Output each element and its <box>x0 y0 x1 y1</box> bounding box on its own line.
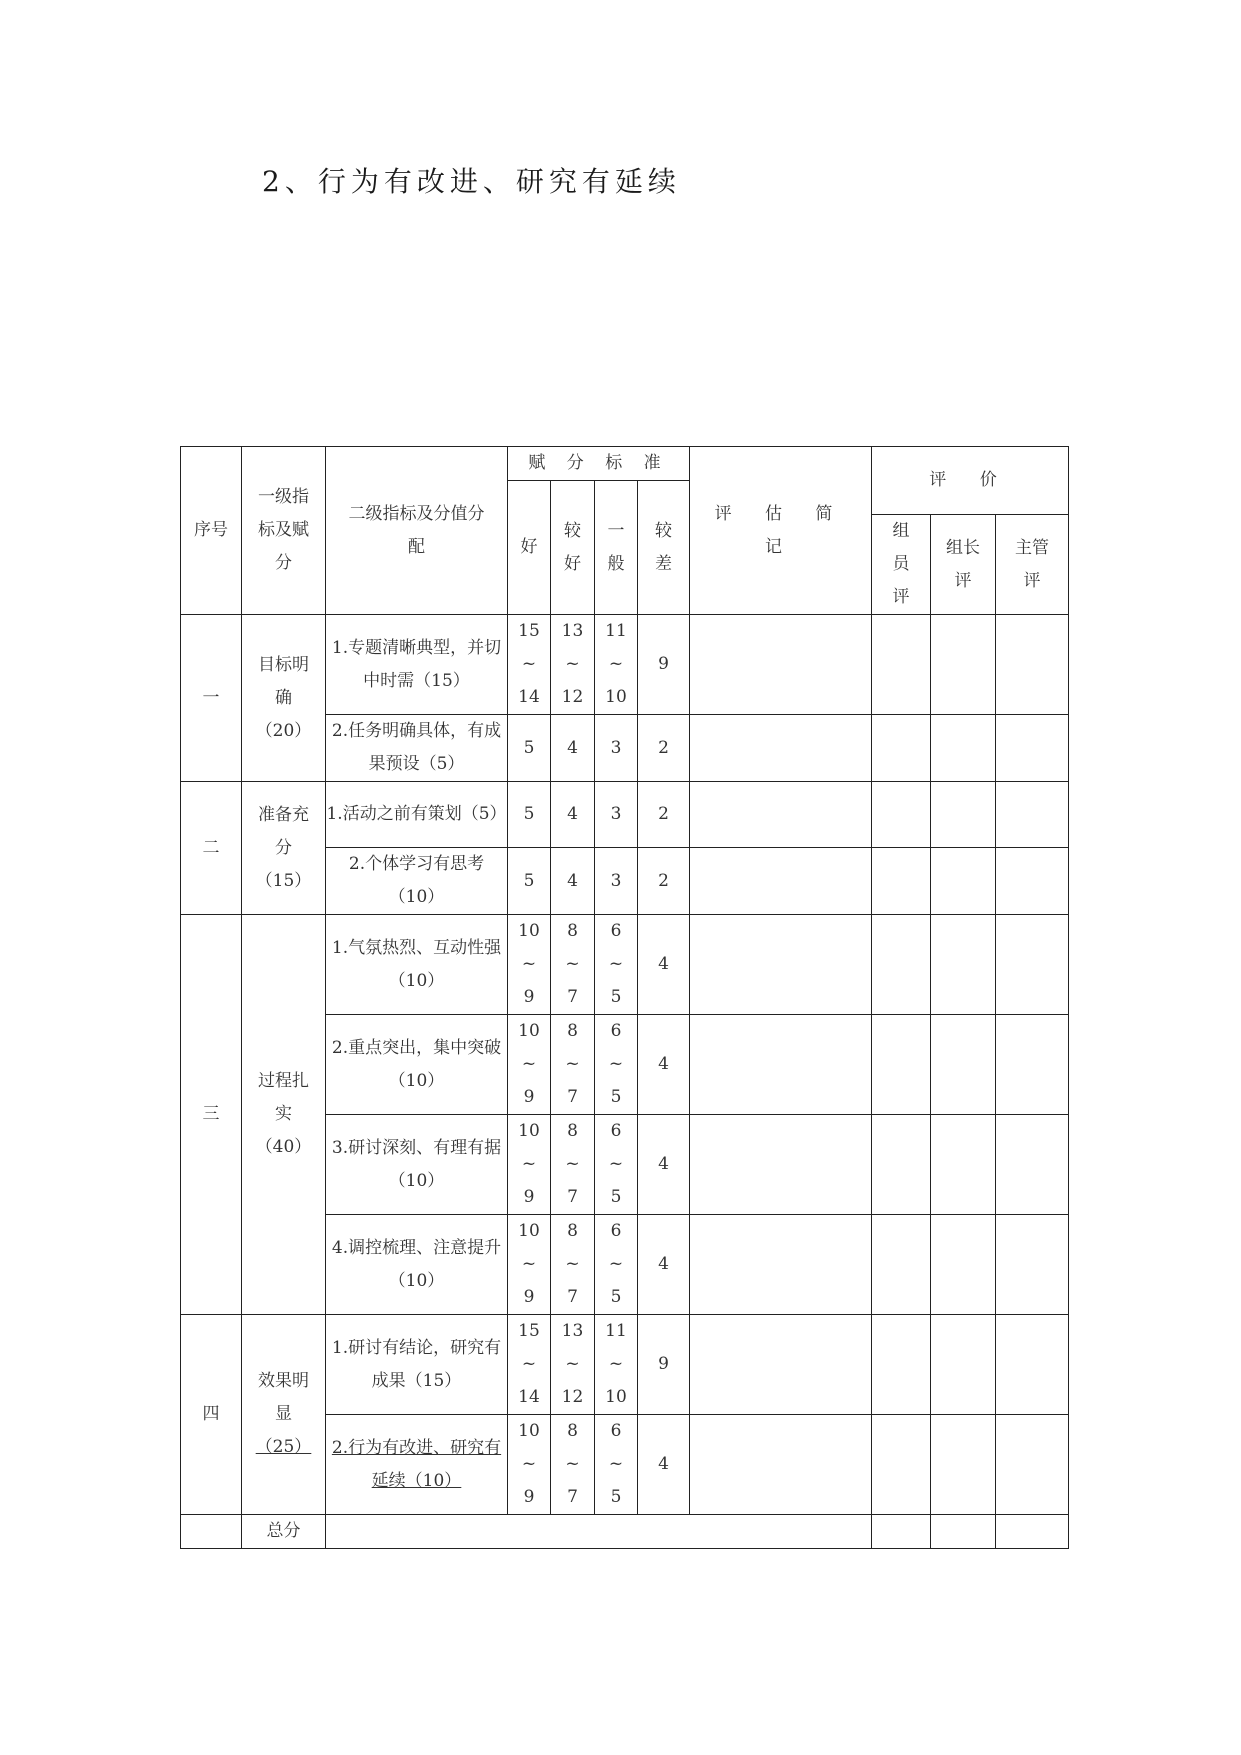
score-good: 5 <box>508 715 551 782</box>
table-row <box>181 782 1069 848</box>
section-seq: 一 <box>181 615 242 782</box>
section-title: 目标明确（20） <box>242 615 326 782</box>
leader-score-cell <box>931 1115 996 1215</box>
member-score-cell <box>872 1015 931 1115</box>
header-member: 组员评 <box>872 515 931 615</box>
section-seq: 二 <box>181 782 242 915</box>
score-good: 5 <box>508 848 551 915</box>
score-fairly-good: 8~7 <box>551 1415 595 1515</box>
score-poor: 9 <box>638 615 690 715</box>
supervisor-score-cell <box>996 1015 1069 1115</box>
supervisor-score-cell <box>996 848 1069 915</box>
item-text: 1.专题清晰典型，并切中时需（15） <box>326 615 508 715</box>
score-fairly-good: 8~7 <box>551 915 595 1015</box>
header-seq: 序号 <box>181 447 242 615</box>
item-text: 3.研讨深刻、有理有据（10） <box>326 1115 508 1215</box>
score-good: 10~9 <box>508 1215 551 1315</box>
score-average: 11~10 <box>595 615 638 715</box>
notes-cell <box>690 615 872 715</box>
header-leader: 组长评 <box>931 515 996 615</box>
section-seq: 四 <box>181 1315 242 1515</box>
notes-cell <box>690 1115 872 1215</box>
score-good: 10~9 <box>508 1415 551 1515</box>
leader-score-cell <box>931 1015 996 1115</box>
leader-score-cell <box>931 848 996 915</box>
score-fairly-good: 13~12 <box>551 615 595 715</box>
score-good: 15~14 <box>508 1315 551 1415</box>
score-poor: 2 <box>638 715 690 782</box>
score-poor: 4 <box>638 1415 690 1515</box>
notes-cell <box>690 1415 872 1515</box>
leader-score-cell <box>931 615 996 715</box>
item-text: 1.气氛热烈、互动性强（10） <box>326 915 508 1015</box>
total-label: 总分 <box>242 1515 326 1549</box>
member-score-cell <box>872 1415 931 1515</box>
score-average: 6~5 <box>595 1115 638 1215</box>
member-score-cell <box>872 1215 931 1315</box>
member-score-cell <box>872 782 931 848</box>
member-score-cell <box>872 715 931 782</box>
header-standard: 赋 分 标 准 <box>508 447 690 481</box>
score-fairly-good: 4 <box>551 848 595 915</box>
leader-score-cell <box>931 782 996 848</box>
supervisor-score-cell <box>996 915 1069 1015</box>
total-leader-cell <box>931 1515 996 1549</box>
header-level1: 一级指标及赋分 <box>242 447 326 615</box>
score-average: 3 <box>595 782 638 848</box>
supervisor-score-cell <box>996 1215 1069 1315</box>
item-text: 4.调控梳理、注意提升（10） <box>326 1215 508 1315</box>
item-text: 2.个体学习有思考（10） <box>326 848 508 915</box>
page-heading: 2、行为有改进、研究有延续 <box>262 165 681 198</box>
total-value-cell <box>326 1515 872 1549</box>
notes-cell <box>690 1215 872 1315</box>
notes-cell <box>690 715 872 782</box>
item-text: 1.研讨有结论，研究有成果（15） <box>326 1315 508 1415</box>
header-average: 一般 <box>595 481 638 615</box>
header-good: 好 <box>508 481 551 615</box>
score-poor: 2 <box>638 848 690 915</box>
item-text: 2.重点突出，集中突破（10） <box>326 1015 508 1115</box>
score-fairly-good: 8~7 <box>551 1215 595 1315</box>
score-average: 3 <box>595 848 638 915</box>
score-fairly-good: 13~12 <box>551 1315 595 1415</box>
item-text: 2.任务明确具体，有成果预设（5） <box>326 715 508 782</box>
score-poor: 9 <box>638 1315 690 1415</box>
supervisor-score-cell <box>996 615 1069 715</box>
header-evaluation: 评 价 <box>872 447 1069 515</box>
score-average: 6~5 <box>595 915 638 1015</box>
supervisor-score-cell <box>996 1415 1069 1515</box>
score-poor: 2 <box>638 782 690 848</box>
header-level2: 二级指标及分值分配 <box>326 447 508 615</box>
table-row <box>181 1315 1069 1415</box>
total-supervisor-cell <box>996 1515 1069 1549</box>
score-average: 6~5 <box>595 1215 638 1315</box>
member-score-cell <box>872 915 931 1015</box>
member-score-cell <box>872 1115 931 1215</box>
leader-score-cell <box>931 915 996 1015</box>
score-fairly-good: 4 <box>551 715 595 782</box>
score-good: 10~9 <box>508 915 551 1015</box>
section-title: 准备充分（15） <box>242 782 326 915</box>
supervisor-score-cell <box>996 1115 1069 1215</box>
score-poor: 4 <box>638 915 690 1015</box>
member-score-cell <box>872 615 931 715</box>
score-poor: 4 <box>638 1115 690 1215</box>
supervisor-score-cell <box>996 715 1069 782</box>
section-seq: 三 <box>181 915 242 1315</box>
table-row <box>181 615 1069 715</box>
evaluation-table <box>180 446 1069 1549</box>
section-title: 过程扎实（40） <box>242 915 326 1315</box>
score-average: 11~10 <box>595 1315 638 1415</box>
header-poor: 较差 <box>638 481 690 615</box>
member-score-cell <box>872 848 931 915</box>
member-score-cell <box>872 1315 931 1415</box>
notes-cell <box>690 1315 872 1415</box>
score-good: 10~9 <box>508 1115 551 1215</box>
supervisor-score-cell <box>996 782 1069 848</box>
total-seq-cell <box>181 1515 242 1549</box>
score-fairly-good: 8~7 <box>551 1115 595 1215</box>
leader-score-cell <box>931 715 996 782</box>
notes-cell <box>690 782 872 848</box>
score-fairly-good: 8~7 <box>551 1015 595 1115</box>
item-text: 1.活动之前有策划（5） <box>326 782 508 848</box>
score-poor: 4 <box>638 1215 690 1315</box>
leader-score-cell <box>931 1415 996 1515</box>
notes-cell <box>690 915 872 1015</box>
item-text: 2.行为有改进、研究有延续（10） <box>326 1415 508 1515</box>
leader-score-cell <box>931 1215 996 1315</box>
total-row <box>181 1515 1069 1549</box>
header-supervisor: 主管评 <box>996 515 1069 615</box>
section-title-score: （25） <box>255 1437 312 1457</box>
score-poor: 4 <box>638 1015 690 1115</box>
header-fairly-good: 较好 <box>551 481 595 615</box>
notes-cell <box>690 1015 872 1115</box>
score-average: 6~5 <box>595 1415 638 1515</box>
total-member-cell <box>872 1515 931 1549</box>
notes-cell <box>690 848 872 915</box>
header-notes: 评 估 简 记 <box>690 447 872 615</box>
section-title: 效果明显 （25） <box>242 1315 326 1515</box>
leader-score-cell <box>931 1315 996 1415</box>
table-row <box>181 915 1069 1015</box>
score-average: 6~5 <box>595 1015 638 1115</box>
score-good: 5 <box>508 782 551 848</box>
score-fairly-good: 4 <box>551 782 595 848</box>
score-average: 3 <box>595 715 638 782</box>
supervisor-score-cell <box>996 1315 1069 1415</box>
score-good: 10~9 <box>508 1015 551 1115</box>
score-good: 15~14 <box>508 615 551 715</box>
